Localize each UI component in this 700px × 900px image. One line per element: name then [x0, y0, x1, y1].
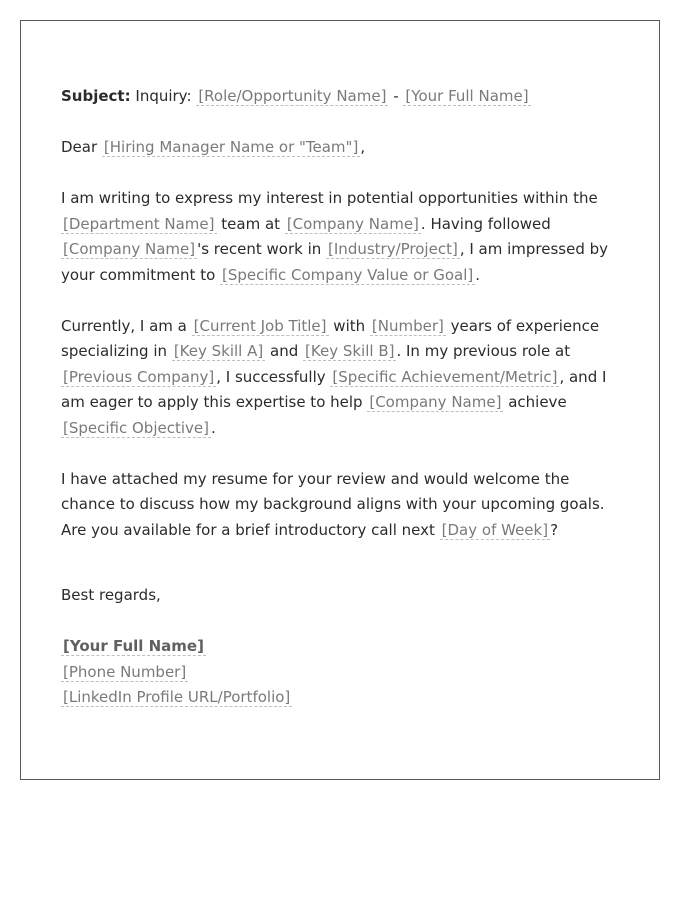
company-value-placeholder[interactable]: [Specific Company Value or Goal]: [222, 265, 474, 284]
para2-text-6: , I successfully: [216, 367, 326, 386]
para2-text-2: with: [333, 316, 366, 335]
paragraph-call-to-action: [61, 467, 621, 544]
letter-page: [20, 20, 660, 780]
subject-line: [61, 84, 621, 110]
subject-label: Subject:: [61, 87, 131, 105]
role-placeholder[interactable]: [Role/Opportunity Name]: [198, 87, 387, 105]
signature-name-placeholder[interactable]: [Your Full Name]: [63, 637, 204, 655]
skill-a-placeholder[interactable]: [Key Skill A]: [173, 342, 264, 360]
signature-phone-line: [61, 660, 621, 686]
para2-text-9: .: [210, 418, 216, 437]
achievement-placeholder[interactable]: [Specific Achievement/Metric]: [332, 367, 558, 386]
signature-linkedin-line: [61, 685, 621, 711]
para1-text-3: . Having followed: [420, 214, 551, 233]
para3-text-2: ?: [550, 520, 559, 539]
para2-text-7: , and I am eager to apply this expertise to help: [61, 367, 607, 411]
greeting-line: [61, 135, 621, 161]
subject-dash: -: [393, 87, 399, 105]
company-name-placeholder-1[interactable]: [Company Name]: [286, 214, 419, 233]
para2-text-5: . In my previous role at: [396, 342, 571, 360]
previous-company-placeholder[interactable]: [Previous Company]: [63, 367, 215, 386]
recipient-placeholder[interactable]: [Hiring Manager Name or "Team"]: [103, 138, 359, 156]
day-of-week-placeholder[interactable]: [Day of Week]: [441, 520, 549, 539]
greeting-comma: ,: [360, 138, 366, 156]
para1-text-2: team at: [221, 214, 281, 233]
paragraph-experience: [61, 314, 621, 442]
job-title-placeholder[interactable]: [Current Job Title]: [193, 316, 327, 335]
department-placeholder[interactable]: [Department Name]: [63, 214, 215, 233]
para2-text-8: achieve: [508, 393, 567, 411]
years-number-placeholder[interactable]: [Number]: [371, 316, 444, 335]
industry-placeholder[interactable]: [Industry/Project]: [328, 240, 458, 258]
subject-prefix: Inquiry:: [135, 87, 192, 105]
paragraph-interest: [61, 186, 621, 288]
para1-text-5: , I am impressed by your commitment to: [61, 240, 609, 284]
para2-text-4: and: [270, 342, 299, 360]
company-name-placeholder-3[interactable]: [Company Name]: [369, 393, 502, 411]
greeting-dear: Dear: [61, 138, 98, 156]
para2-text-1: Currently, I am a: [61, 316, 187, 335]
subject-name-placeholder[interactable]: [Your Full Name]: [405, 87, 529, 105]
skill-b-placeholder[interactable]: [Key Skill B]: [305, 342, 395, 360]
para3-text-1: I have attached my resume for your review and would welcome the chance to discuss how my background aligns with your upcoming goals. Are you available for a brief introductory call next: [61, 469, 605, 539]
para2-text-3: years of experience specializing in: [61, 316, 600, 360]
para1-text-4: 's recent work in: [197, 240, 322, 258]
signature-block: [61, 634, 621, 711]
phone-placeholder[interactable]: [Phone Number]: [63, 662, 187, 681]
company-name-placeholder-2[interactable]: [Company Name]: [63, 240, 196, 258]
para1-text-6: .: [475, 265, 481, 284]
para1-text-1: I am writing to express my interest in potential opportunities within the: [61, 189, 598, 207]
objective-placeholder[interactable]: [Specific Objective]: [63, 418, 209, 437]
linkedin-placeholder[interactable]: [LinkedIn Profile URL/Portfolio]: [63, 688, 291, 706]
signature-name-line: [61, 634, 621, 660]
letter-body: [61, 84, 621, 711]
closing-line: Best regards,: [61, 586, 161, 604]
